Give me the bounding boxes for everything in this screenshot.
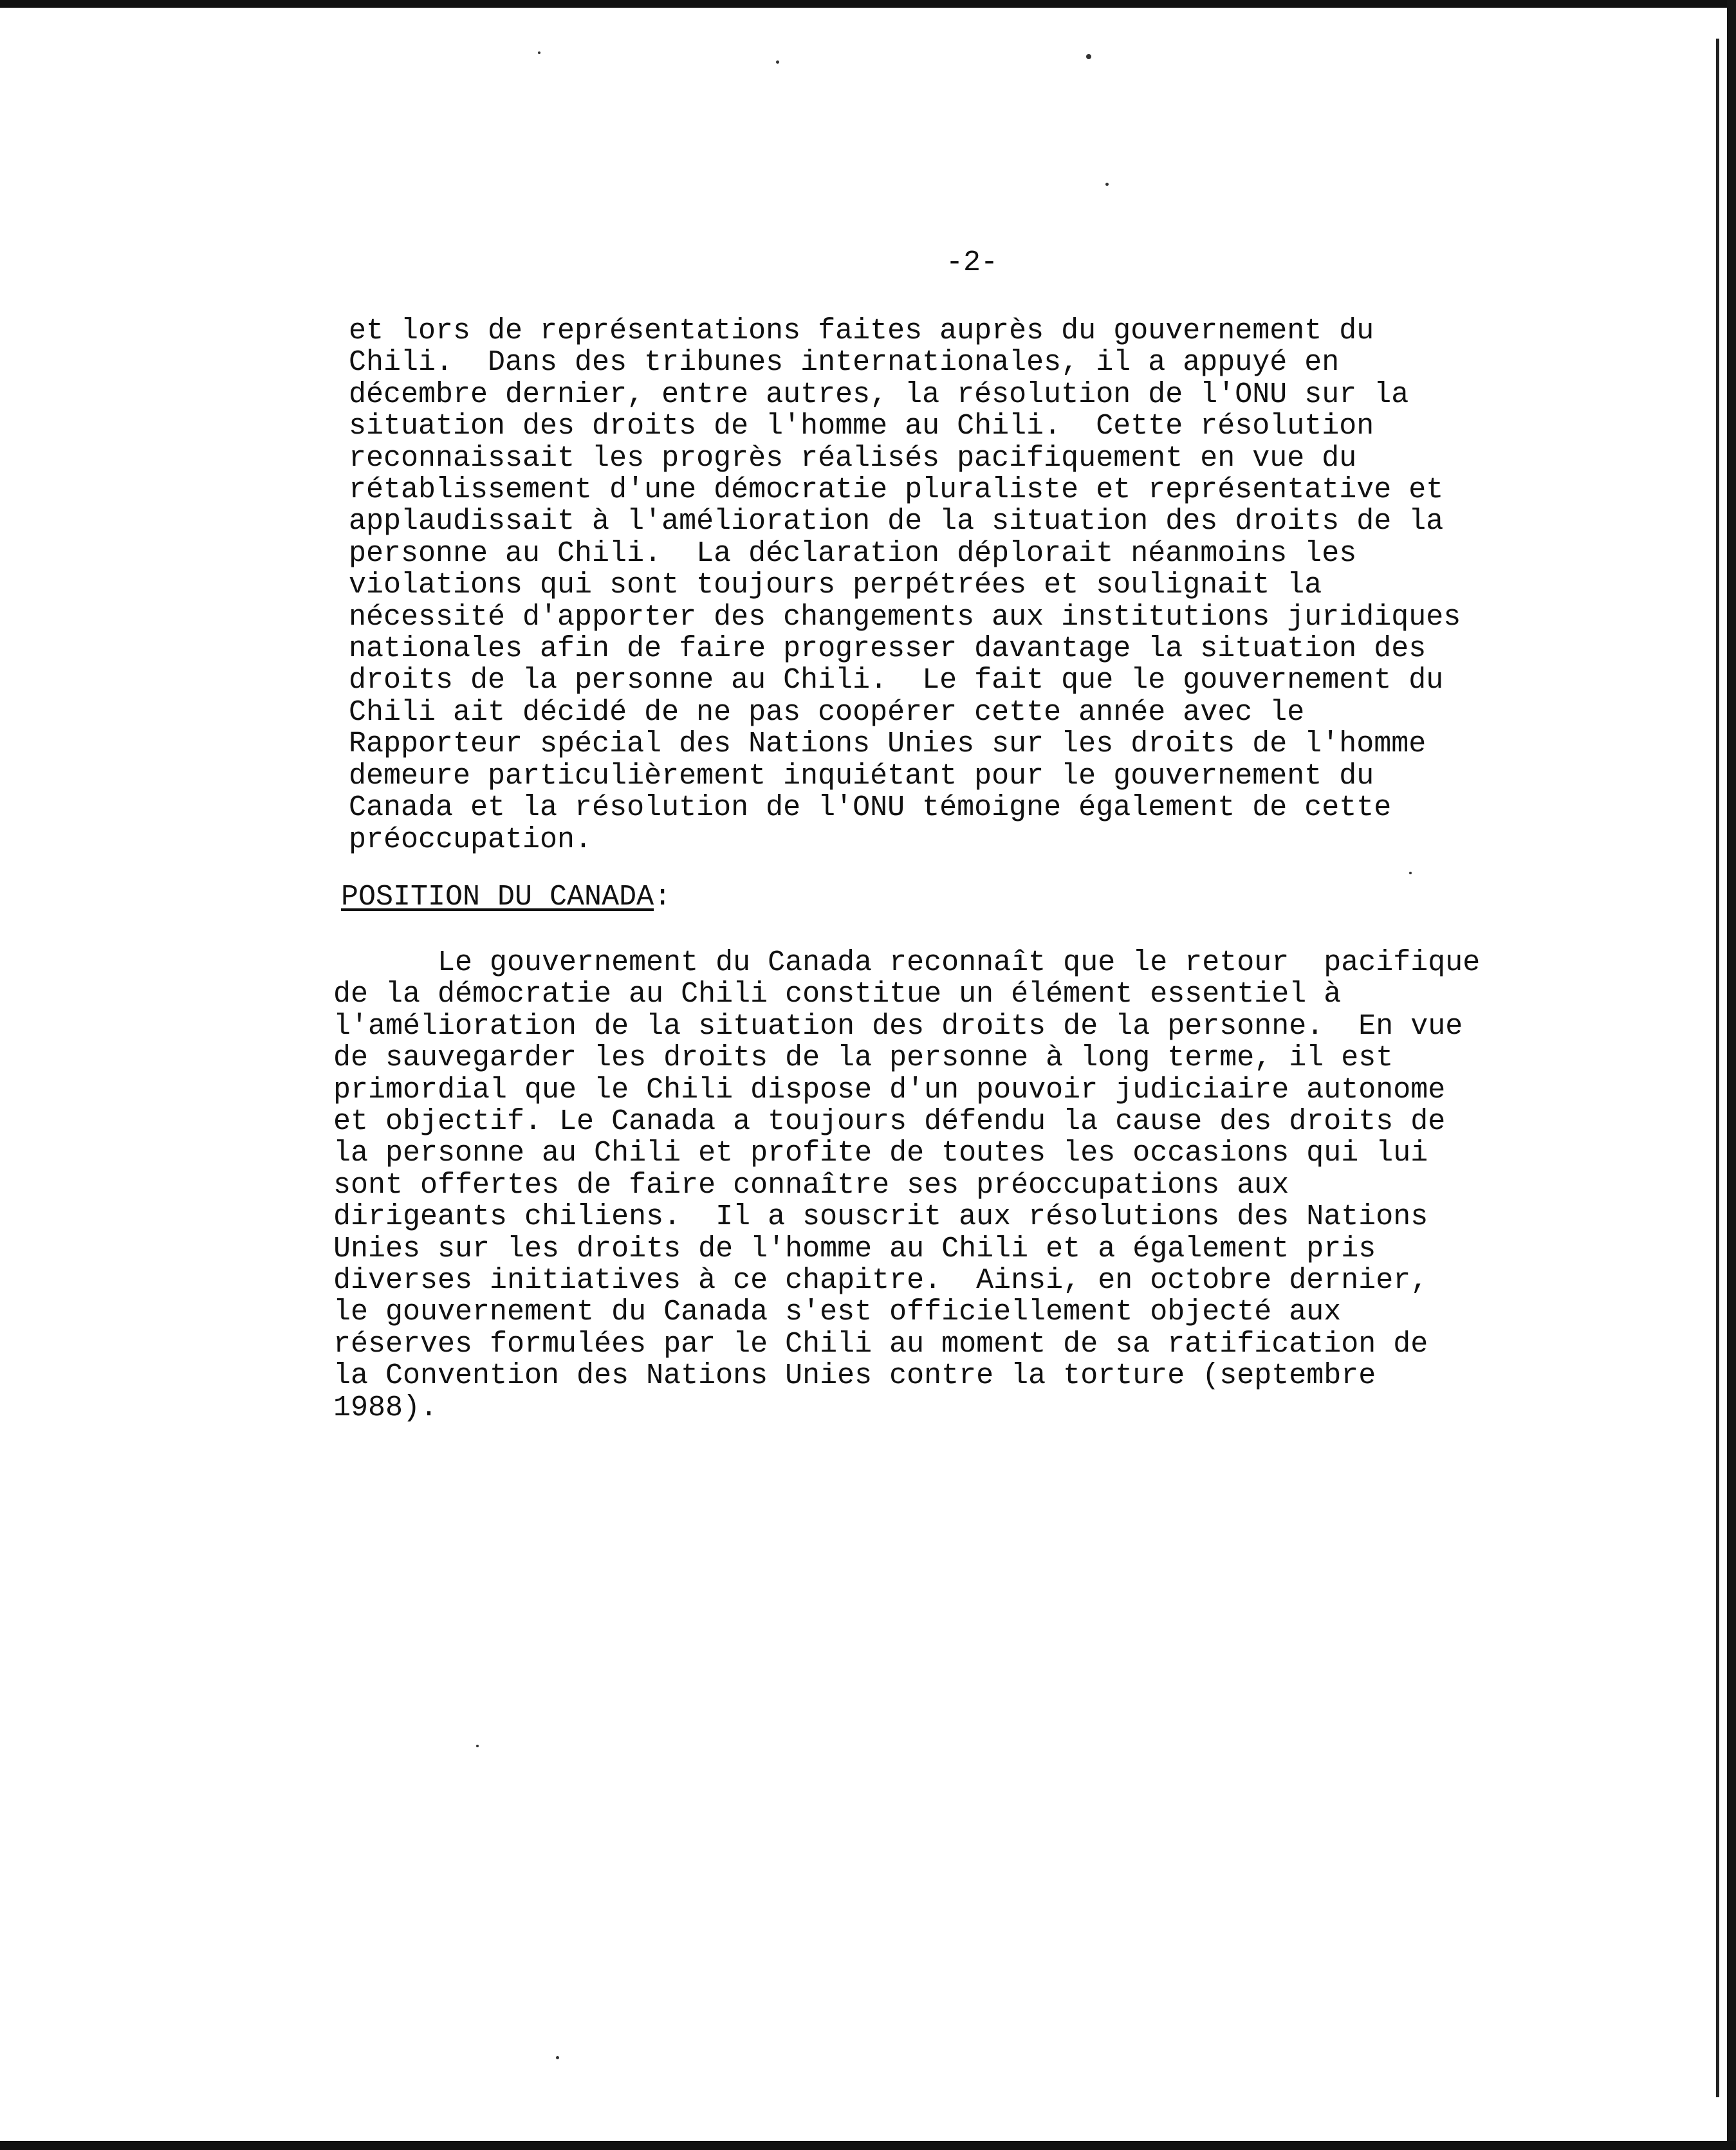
text-line: violations qui sont toujours perpétrées et soulignait la — [349, 569, 1322, 602]
section-heading-colon: : — [654, 881, 672, 914]
text-line: l'amélioration de la situation des droits de la personne. En vue — [333, 1009, 1463, 1043]
scan-speck — [556, 2056, 559, 2059]
text-line: et lors de représentations faites auprès du gouvernement du — [349, 315, 1374, 347]
text-line: Unies sur les droits de l'homme au Chili et a également pris — [333, 1232, 1376, 1265]
scan-edge-right — [1727, 0, 1736, 2150]
section-heading — [341, 881, 671, 914]
text-line: primordial que le Chili dispose d'un pouvoir judiciaire autonome — [333, 1073, 1446, 1107]
text-line: nécessité d'apporter des changements aux institutions juridiques — [349, 600, 1461, 634]
scan-edge-bottom — [0, 2141, 1736, 2150]
text-line: personne au Chili. La déclaration déplorait néanmoins les — [349, 537, 1357, 570]
text-line: Canada et la résolution de l'ONU témoigne également de cette — [349, 791, 1392, 825]
scan-edge-top — [0, 0, 1736, 8]
scan-speck — [776, 60, 779, 64]
text-line: rétablissement d'une démocratie pluraliste et représentative et — [349, 473, 1444, 507]
text-line: la Convention des Nations Unies contre la torture (septembre — [333, 1359, 1376, 1393]
text-line: et objectif. Le Canada a toujours défendu la cause des droits de — [333, 1105, 1446, 1139]
text-line: sont offertes de faire connaître ses préoccupations aux — [333, 1168, 1289, 1202]
text-line: droits de la personne au Chili. Le fait que le gouvernement du — [349, 664, 1444, 697]
text-line: la personne au Chili et profite de toutes les occasions qui lui — [333, 1137, 1428, 1170]
text-line: Chili ait décidé de ne pas coopérer cette année avec le — [349, 695, 1305, 729]
scan-edge-right-inner — [1716, 39, 1719, 2097]
scan-speck — [1105, 183, 1109, 186]
text-line: diverses initiatives à ce chapitre. Ainsi, en octobre dernier, — [333, 1264, 1428, 1298]
text-line: nationales afin de faire progresser davantage la situation des — [349, 632, 1427, 666]
scan-speck — [1409, 872, 1412, 874]
text-line: dirigeants chiliens. Il a souscrit aux résolutions des Nations — [333, 1200, 1428, 1234]
text-line: Chili. Dans des tribunes internationales, il a appuyé en — [349, 346, 1340, 380]
scan-speck — [538, 51, 540, 54]
paragraph-context — [349, 315, 1461, 856]
paragraph-canada-position — [333, 947, 1480, 1424]
scan-speck — [476, 1745, 479, 1747]
text-line: applaudissait à l'amélioration de la situation des droits de la — [349, 505, 1444, 538]
text-line: décembre dernier, entre autres, la résolution de l'ONU sur la — [349, 378, 1409, 411]
text-line: Le gouvernement du Canada reconnaît que le retour pacifique — [333, 946, 1481, 979]
text-line: réserves formulées par le Chili au moment de sa ratification de — [333, 1327, 1428, 1361]
text-line: de sauvegarder les droits de la personne à long terme, il est — [333, 1042, 1394, 1075]
text-line: de la démocratie au Chili constitue un élément essentiel à — [333, 978, 1342, 1011]
section-heading-label: POSITION DU CANADA — [341, 881, 654, 914]
text-line: Rapporteur spécial des Nations Unies sur les droits de l'homme — [349, 728, 1427, 761]
text-line: reconnaissait les progrès réalisés pacifiquement en vue du — [349, 441, 1357, 475]
text-line: préoccupation. — [349, 823, 593, 856]
scan-speck — [1086, 54, 1091, 59]
page-number: -2- — [946, 246, 999, 279]
text-line: 1988). — [333, 1391, 438, 1424]
text-line: demeure particulièrement inquiétant pour le gouvernement du — [349, 759, 1374, 793]
text-line: le gouvernement du Canada s'est officiellement objecté aux — [333, 1296, 1342, 1329]
text-line: situation des droits de l'homme au Chili. Cette résolution — [349, 410, 1374, 443]
